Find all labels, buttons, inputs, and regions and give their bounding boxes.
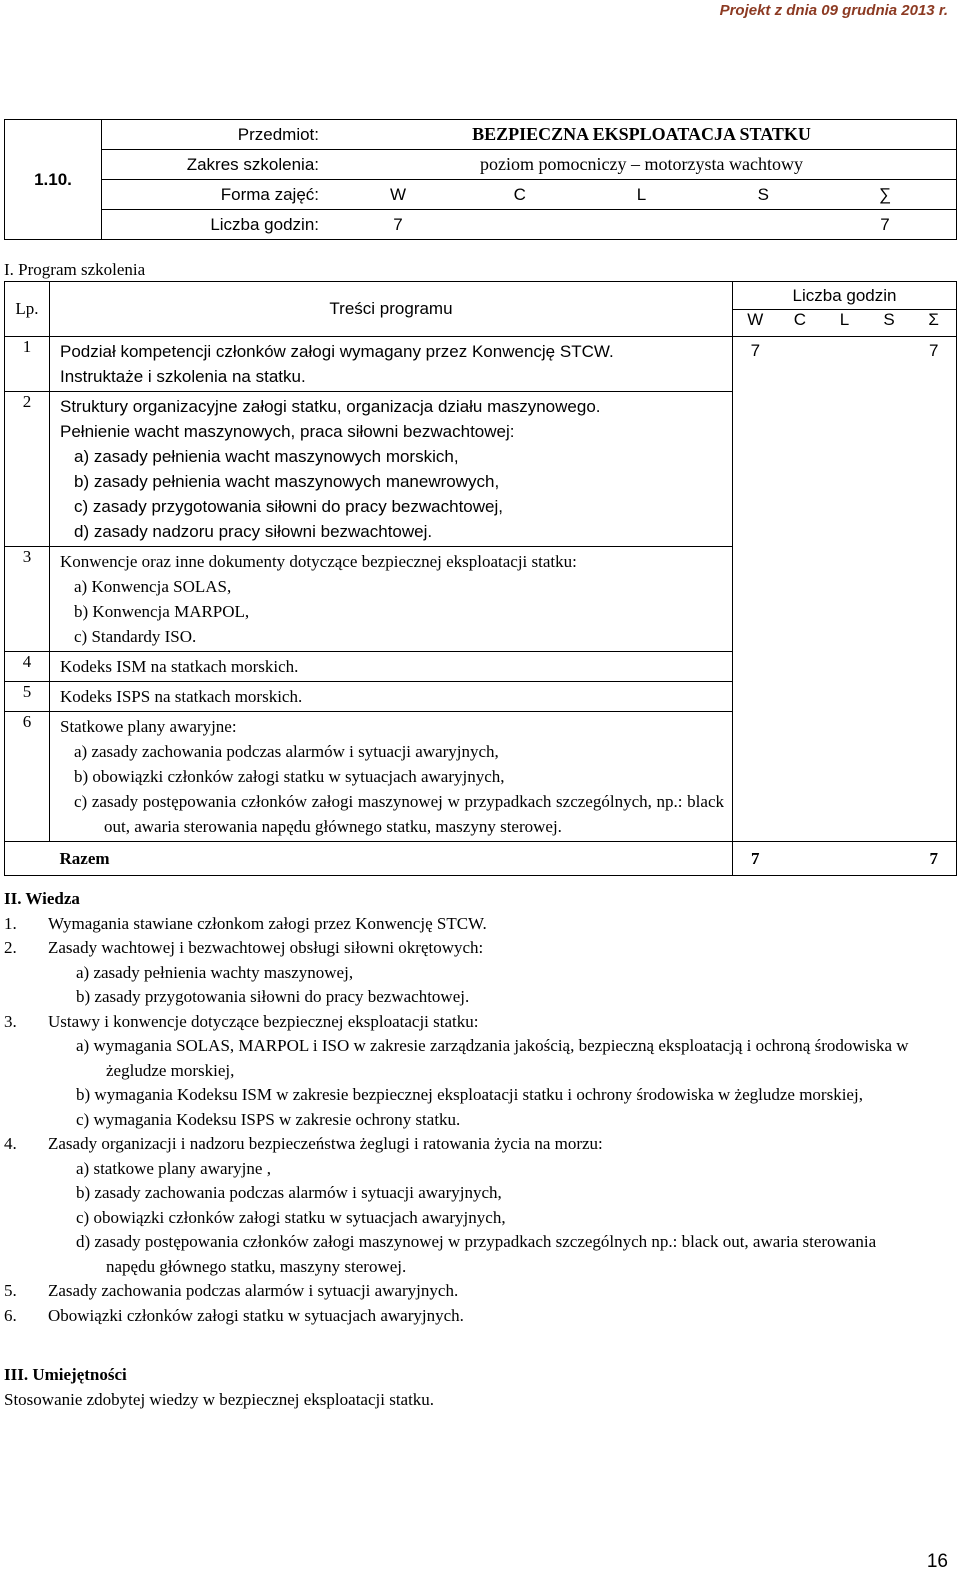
form-columns [327,180,957,210]
knowledge-section [4,887,924,1328]
item-text: Obowiązki członków załogi statku w sytuacjach awaryjnych. [48,1305,464,1325]
row-line: Konwencje oraz inne dokumenty dotyczące bezpiecznej eksploatacji statku: [60,552,577,571]
row-lp: 5 [5,682,50,712]
form-w: W [389,184,407,204]
program-table [4,281,957,876]
row-sub: a) zasady zachowania podczas alarmów i sytuacji awaryjnych, [74,742,499,761]
row-sub: b) Konwencja MARPOL, [74,602,250,621]
item-number: 1. [4,913,17,933]
row-line: Instruktaże i szkolenia na statku. [60,367,306,386]
item-text: Ustawy i konwencje dotyczące bezpiecznej eksploatacji statku: [48,1011,479,1031]
row-lp: 4 [5,652,50,682]
hours-sum: 7 [880,214,890,234]
hour-col-c: C [793,310,807,329]
row-line: Pełnienie wacht maszynowych, praca siłowni bezwachtowej: [60,422,515,441]
form-c: C [513,184,526,204]
subject-value: BEZPIECZNA EKSPLOATACJA STATKU [327,120,957,150]
row-content [50,337,733,392]
hour-cols [733,310,957,337]
form-label: Forma zajęć: [102,180,328,210]
row-lp: 2 [5,392,50,547]
row-lp: 3 [5,547,50,652]
row-content [50,712,733,842]
list-subitem: d) zasady postępowania członków załogi maszynowej w przypadkach szczególnych np.: black out, awaria sterowania napędu głównego statku, maszyny sterowej. [76,1232,877,1276]
row-line: Struktury organizacyjne załogi statku, organizacja działu maszynowego. [60,397,601,416]
list-subitem: a) zasady pełnienia wachty maszynowej, [76,962,354,982]
row-line: Kodeks ISM na statkach morskich. [60,657,299,676]
row-line: Kodeks ISPS na statkach morskich. [60,687,303,706]
item-text: Zasady organizacji i nadzoru bezpieczeństwa żeglugi i ratowania życia na morzu: [48,1134,603,1153]
row-lp: 1 [5,337,50,392]
row-line: Statkowe plany awaryjne: [60,717,237,736]
list-subitem: c) obowiązki członków załogi statku w sytuacjach awaryjnych, [76,1207,506,1227]
list-subitem: b) wymagania Kodeksu ISM w zakresie bezpiecznej eksploatacji statku i ochrony środowiska w żegludze morskiej, [76,1085,863,1104]
row-content [50,652,733,682]
col-lp-header: Lp. [5,282,50,337]
item-number: 6. [4,1305,17,1325]
row-content [50,682,733,712]
total-sum: 7 [929,848,938,868]
form-l: L [636,184,647,204]
form-s: S [757,184,769,204]
hours-values [327,210,957,240]
document-header: Projekt z dnia 09 grudnia 2013 r. [719,2,948,19]
knowledge-heading: II. Wiedza [4,889,80,908]
list-item [4,1304,924,1329]
hours-w: 7 [393,214,403,234]
program-heading: I. Program szkolenia [4,260,146,279]
row-sub: c) Standardy ISO. [74,627,197,646]
row-sub: a) zasady pełnienia wacht maszynowych morskich, [74,447,459,466]
course-number: 1.10. [5,120,102,240]
row-hours [733,337,957,842]
item-number: 4. [4,1134,17,1153]
list-item [4,1279,924,1304]
list-item [4,936,924,961]
list-subitem: c) wymagania Kodeksu ISPS w zakresie ochrony statku. [76,1109,461,1129]
row-content [50,392,733,547]
subject-label: Przedmiot: [102,120,328,150]
list-item [4,1010,924,1035]
skills-text: Stosowanie zdobytej wiedzy w bezpiecznej eksploatacji statku. [4,1389,435,1409]
list-item [4,912,924,937]
row-content [50,547,733,652]
row-sub: d) zasady nadzoru pracy siłowni bezwachtowej. [74,522,433,541]
list-subitem: a) wymagania SOLAS, MARPOL i ISO w zakresie zarządzania jakością, bezpieczną eksploatacją i ochroną środowiska w żegludze morskiej, [76,1036,909,1080]
item-number: 2. [4,938,17,957]
hour-col-s: S [883,310,895,329]
item-text: Zasady wachtowej i bezwachtowej obsługi siłowni okrętowych: [48,938,484,957]
form-sum: ∑ [878,184,892,204]
row-sub: b) zasady pełnienia wacht maszynowych manewrowych, [74,472,500,491]
row-sub: c) zasady postępowania członków załogi maszynowej w przypadkach szczególnych, np.: black out, awaria sterowania napędu głównego statku, maszyny sterowej. [74,792,724,836]
hours-sum-value: 7 [928,341,939,360]
row-line: Podział kompetencji członków załogi wymagany przez Konwencję STCW. [60,342,614,361]
list-subitem: b) zasady zachowania podczas alarmów i sytuacji awaryjnych, [76,1183,502,1202]
hour-col-sum: Σ [928,310,939,329]
row-sub: a) Konwencja SOLAS, [74,577,232,596]
row-sub: c) zasady przygotowania siłowni do pracy bezwachtowej, [74,497,503,516]
skills-section [4,1363,924,1412]
total-w: 7 [751,848,760,868]
list-subitem: b) zasady przygotowania siłowni do pracy bezwachtowej. [76,987,470,1006]
row-lp: 6 [5,712,50,842]
total-row [5,842,957,876]
item-text: Wymagania stawiane członkom załogi przez Konwencję STCW. [48,913,487,933]
row-sub: b) obowiązki członków załogi statku w sytuacjach awaryjnych, [74,767,505,786]
list-item [4,1132,924,1157]
item-number: 5. [4,1281,17,1300]
skills-heading: III. Umiejętności [4,1365,127,1384]
item-text: Zasady zachowania podczas alarmów i sytuacji awaryjnych. [48,1281,459,1300]
item-number: 3. [4,1011,17,1031]
hour-col-w: W [747,310,764,329]
col-hours-header: Liczba godzin [733,282,957,310]
scope-label: Zakres szkolenia: [102,150,328,180]
hours-label: Liczba godzin: [102,210,328,240]
page-number: 16 [926,1551,948,1572]
col-content-header: Treści programu [50,282,733,337]
hours-w-value: 7 [750,341,761,360]
list-subitem: a) statkowe plany awaryjne , [76,1158,271,1178]
total-label: Razem [50,842,733,876]
scope-value: poziom pomocniczy – motorzysta wachtowy [327,150,957,180]
course-info-table [4,119,957,240]
table-row [5,337,957,392]
hour-col-l: L [839,310,850,329]
